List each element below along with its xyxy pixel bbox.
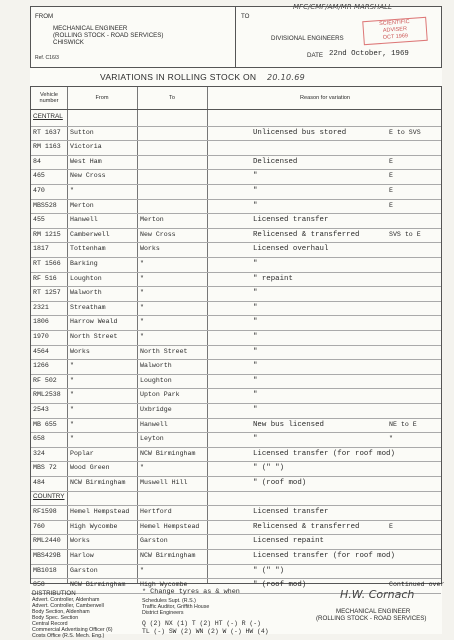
column-rule <box>67 87 68 583</box>
reason-text: Licensed repaint <box>253 537 324 546</box>
vehicle-number: MBS 72 <box>33 464 57 472</box>
from-label: FROM <box>35 13 54 20</box>
to-location: " <box>140 274 144 282</box>
row-rule <box>31 359 441 360</box>
vehicle-number: 470 <box>33 187 45 194</box>
row-rule <box>31 126 441 127</box>
vehicle-number: RM 1163 <box>33 143 61 151</box>
row-rule <box>31 447 441 448</box>
reason-text: Licensed transfer (for roof mod) <box>253 449 395 458</box>
to-location: " <box>140 566 144 574</box>
distribution-6: Commercial Advertising Officer (6) <box>32 627 113 633</box>
distribution-2: Advert. Controller, Camberwell <box>32 603 104 609</box>
stamp-line: SCIENTIFIC <box>378 18 410 28</box>
to-location: Hemel Hempstead <box>140 522 200 530</box>
vehicle-number: 760 <box>33 522 45 530</box>
title-date: 20.10.69 <box>267 73 306 82</box>
vehicle-number: 484 <box>33 479 45 486</box>
section-heading: CENTRAL <box>33 113 63 120</box>
distribution-3: Body Section, Aldenham <box>32 609 90 615</box>
column-header-vehicle: Vehicle number <box>39 91 59 104</box>
reason-text: " <box>253 435 258 444</box>
signature: H.W. Cornach <box>340 588 415 601</box>
reason-text: Relicensed & transferred <box>253 522 360 531</box>
vehicle-number: 455 <box>33 216 45 224</box>
to-location: Hertford <box>140 508 172 516</box>
from-location: " <box>70 362 74 370</box>
from-location: Walworth <box>70 289 102 297</box>
from-location: Hemel Hempstead <box>70 508 130 516</box>
row-rule <box>31 549 441 550</box>
signoff-2: (ROLLING STOCK - ROAD SERVICES) <box>316 615 427 622</box>
column-rule <box>207 87 208 583</box>
row-rule <box>31 169 441 170</box>
to-location: Garston <box>140 537 168 545</box>
reason-extra: E <box>389 157 393 165</box>
column-header-to: To <box>169 94 175 101</box>
from-location: " <box>70 406 74 413</box>
vehicle-number: RT 1257 <box>33 289 61 297</box>
from-location: Harrow Weald <box>70 318 118 326</box>
to-value: DIVISIONAL ENGINEERS <box>271 35 344 42</box>
vehicle-number: RT 1566 <box>33 260 61 267</box>
section-heading: COUNTRY <box>33 492 65 500</box>
stamp-line: ADVISER <box>382 26 408 34</box>
reason-extra: Continued over <box>389 581 445 589</box>
row-rule <box>31 140 441 141</box>
vehicle-number: RT 1637 <box>33 128 61 136</box>
to-location: Loughton <box>140 376 172 384</box>
distribution-5: Central Record <box>32 621 68 627</box>
row-rule <box>31 228 441 229</box>
header-divider <box>235 7 236 67</box>
row-rule <box>31 374 441 375</box>
row-rule <box>31 257 441 258</box>
from-location: Poplar <box>70 449 94 457</box>
vehicle-number: MBS429B <box>33 552 61 559</box>
to-location: " <box>140 464 144 472</box>
row-rule <box>31 155 441 156</box>
from-location: " <box>70 187 74 194</box>
from-location: Merton <box>70 201 94 209</box>
reason-text: Licensed transfer <box>253 508 329 517</box>
reason-text: " (roof mod) <box>253 581 307 590</box>
row-rule <box>31 520 441 521</box>
tyre-note: * Change tyres as & when <box>142 588 240 596</box>
distribution-1: Advert. Controller, Aldenham <box>32 597 100 603</box>
reason-text: " <box>253 406 258 414</box>
row-rule <box>31 418 441 419</box>
vehicle-number: 858 <box>33 581 45 589</box>
from-location: Streatham <box>70 303 106 311</box>
reason-text: " (" ") <box>253 464 285 473</box>
vehicle-number: 658 <box>33 435 45 443</box>
distribution-4: Body Spec. Section <box>32 615 79 621</box>
to-location: Leyton <box>140 435 164 443</box>
received-stamp <box>362 17 428 45</box>
reason-extra: " <box>389 435 393 443</box>
reason-extra: SVS to E <box>389 230 421 238</box>
vehicle-number: 1806 <box>33 318 49 326</box>
to-location: " <box>140 303 144 311</box>
date-label: DATE <box>307 52 324 59</box>
vehicle-number: MB 655 <box>33 420 57 428</box>
from-location: NCW Birmingham <box>70 581 126 589</box>
row-rule <box>31 578 441 579</box>
from-location: Camberwell <box>70 230 110 238</box>
reason-text: Unlicensed bus stored <box>253 128 347 137</box>
row-rule <box>31 564 441 565</box>
vehicle-number: RML2538 <box>33 391 61 399</box>
reason-text: " (" ") <box>253 566 285 575</box>
reason-text: " <box>253 318 258 327</box>
to-location: Works <box>140 245 160 253</box>
vehicle-number: 2321 <box>33 303 49 311</box>
vehicle-number: 2543 <box>33 406 49 413</box>
row-rule <box>31 272 441 273</box>
to-location: Upton Park <box>140 391 180 399</box>
vehicle-number: MBS528 <box>33 201 57 209</box>
reason-text: " repaint <box>253 274 293 283</box>
reason-text: " <box>253 201 258 210</box>
to-location: Uxbridge <box>140 406 172 413</box>
reason-text: Licensed overhaul <box>253 245 329 254</box>
memo-header <box>30 3 442 68</box>
handwritten-routing: MFC/CMF/AM/MR MARSHALL <box>293 3 392 11</box>
to-location: Muswell Hill <box>140 479 188 486</box>
from-location: Hanwell <box>70 216 98 224</box>
column-header-reason: Reason for variation <box>299 94 351 101</box>
document-sheet <box>30 3 445 639</box>
from-line-3: CHISWICK <box>53 39 84 46</box>
to-location: " <box>140 289 144 297</box>
row-rule <box>31 345 441 346</box>
to-location: " <box>140 260 144 267</box>
from-location: Harlow <box>70 552 94 559</box>
title-text: VARIATIONS IN ROLLING STOCK ON <box>100 72 257 82</box>
reason-extra: E <box>389 201 393 209</box>
column-header-from: From <box>95 94 109 101</box>
from-location: Garston <box>70 566 98 574</box>
vehicle-number: RF 502 <box>33 376 57 384</box>
from-location: Victoria <box>70 143 102 151</box>
row-rule <box>31 432 441 433</box>
from-location: Tottenham <box>70 245 106 253</box>
to-location: North Street <box>140 347 188 355</box>
from-location: North Street <box>70 333 118 340</box>
vehicle-number: RML2440 <box>33 537 61 545</box>
middle-distribution-3: District Engineers <box>142 610 184 616</box>
from-location: High Wycombe <box>70 522 118 530</box>
reason-extra: E <box>389 187 393 194</box>
vehicle-number: MB1018 <box>33 566 57 574</box>
from-location: " <box>70 435 74 443</box>
middle-distribution-2: Traffic Auditor, Griffith House <box>142 604 210 610</box>
to-location: Hanwell <box>140 420 168 428</box>
to-location: High Wycombe <box>140 581 188 589</box>
date-value: 22nd October, 1969 <box>329 50 409 58</box>
middle-distribution-1: Schedules Supt. (R.S.) <box>142 598 196 604</box>
page-title <box>100 72 305 82</box>
from-location: Works <box>70 347 90 355</box>
row-rule <box>31 403 441 404</box>
distribution-label: DISTRIBUTION <box>32 590 76 597</box>
signoff-1: MECHANICAL ENGINEER <box>336 608 411 615</box>
vehicle-number: 4564 <box>33 347 49 355</box>
reason-text: " <box>253 260 258 268</box>
reason-text: " <box>253 289 258 298</box>
from-location: " <box>70 420 74 428</box>
to-location: " <box>140 318 144 326</box>
vehicle-number: 84 <box>33 157 41 165</box>
division-codes-2: TL (-) SW (2) WN (2) W (-) HW (4) <box>142 628 269 635</box>
reason-text: " <box>253 187 258 195</box>
reason-text: Relicensed & transferred <box>253 230 360 239</box>
from-location: Barking <box>70 260 98 267</box>
reason-text: " (roof mod) <box>253 479 307 487</box>
reason-text: " <box>253 391 258 400</box>
vehicle-number: 1266 <box>33 362 49 370</box>
row-rule <box>31 388 441 389</box>
to-location: Merton <box>140 216 164 224</box>
to-label: TO <box>241 13 250 20</box>
from-location: New Cross <box>70 172 106 180</box>
row-rule <box>31 184 441 185</box>
to-location: NCW Birmingham <box>140 552 196 559</box>
reason-text: Licensed transfer <box>253 216 329 225</box>
reason-text: " <box>253 362 258 371</box>
row-rule <box>31 491 441 492</box>
vehicle-number: 324 <box>33 449 45 457</box>
stamp-line: OCT 1969 <box>382 33 409 41</box>
row-rule <box>31 461 441 462</box>
from-line-2: (ROLLING STOCK - ROAD SERVICES) <box>53 32 164 39</box>
from-location: NCW Birmingham <box>70 479 126 486</box>
from-location: " <box>70 391 74 399</box>
from-location: Loughton <box>70 274 102 282</box>
vehicle-number: RM 1215 <box>33 230 61 238</box>
to-location: " <box>140 333 144 340</box>
reason-text: " <box>253 333 258 341</box>
division-codes-1: Q (2) NX (1) T (2) HT (-) R (-) <box>142 620 261 627</box>
reason-extra: E <box>389 172 393 180</box>
row-rule <box>31 534 441 535</box>
from-location: West Ham <box>70 157 102 165</box>
reason-text: " <box>253 303 258 312</box>
row-rule <box>31 315 441 316</box>
vehicle-number: 1817 <box>33 245 49 253</box>
to-location: NCW Birmingham <box>140 449 196 457</box>
row-rule <box>31 242 441 243</box>
from-location: Wood Green <box>70 464 110 472</box>
vehicle-number: RF1598 <box>33 508 57 516</box>
reference: Ref. C16/3 <box>35 55 59 61</box>
from-location: Works <box>70 537 90 545</box>
reason-text: Licensed transfer (for roof mod) <box>253 552 395 560</box>
row-rule <box>31 476 441 477</box>
from-line-1: MECHANICAL ENGINEER <box>53 25 128 32</box>
column-rule <box>137 87 138 583</box>
variations-table <box>30 86 445 590</box>
reason-text: " <box>253 347 258 356</box>
row-rule <box>31 213 441 214</box>
distribution-7: Costs Office (R.S. Mech. Eng.) <box>32 633 105 639</box>
reason-extra: E to SVS <box>389 128 421 136</box>
header-rule <box>31 109 441 110</box>
reason-text: " <box>253 172 258 181</box>
row-rule <box>31 301 441 302</box>
reason-text: " <box>253 376 258 385</box>
reason-text: New bus licensed <box>253 420 324 429</box>
vehicle-number: 1970 <box>33 333 49 340</box>
row-rule <box>31 199 441 200</box>
row-rule <box>31 505 441 506</box>
reason-extra: E <box>389 522 393 530</box>
to-location: New Cross <box>140 230 176 238</box>
vehicle-number: 465 <box>33 172 45 180</box>
reason-text: Delicensed <box>253 157 298 166</box>
from-location: Sutton <box>70 128 94 136</box>
vehicle-number: RF 516 <box>33 274 57 282</box>
row-rule <box>31 286 441 287</box>
row-rule <box>31 330 441 331</box>
to-location: Walworth <box>140 362 172 370</box>
reason-extra: NE to E <box>389 420 417 428</box>
from-location: " <box>70 376 74 384</box>
